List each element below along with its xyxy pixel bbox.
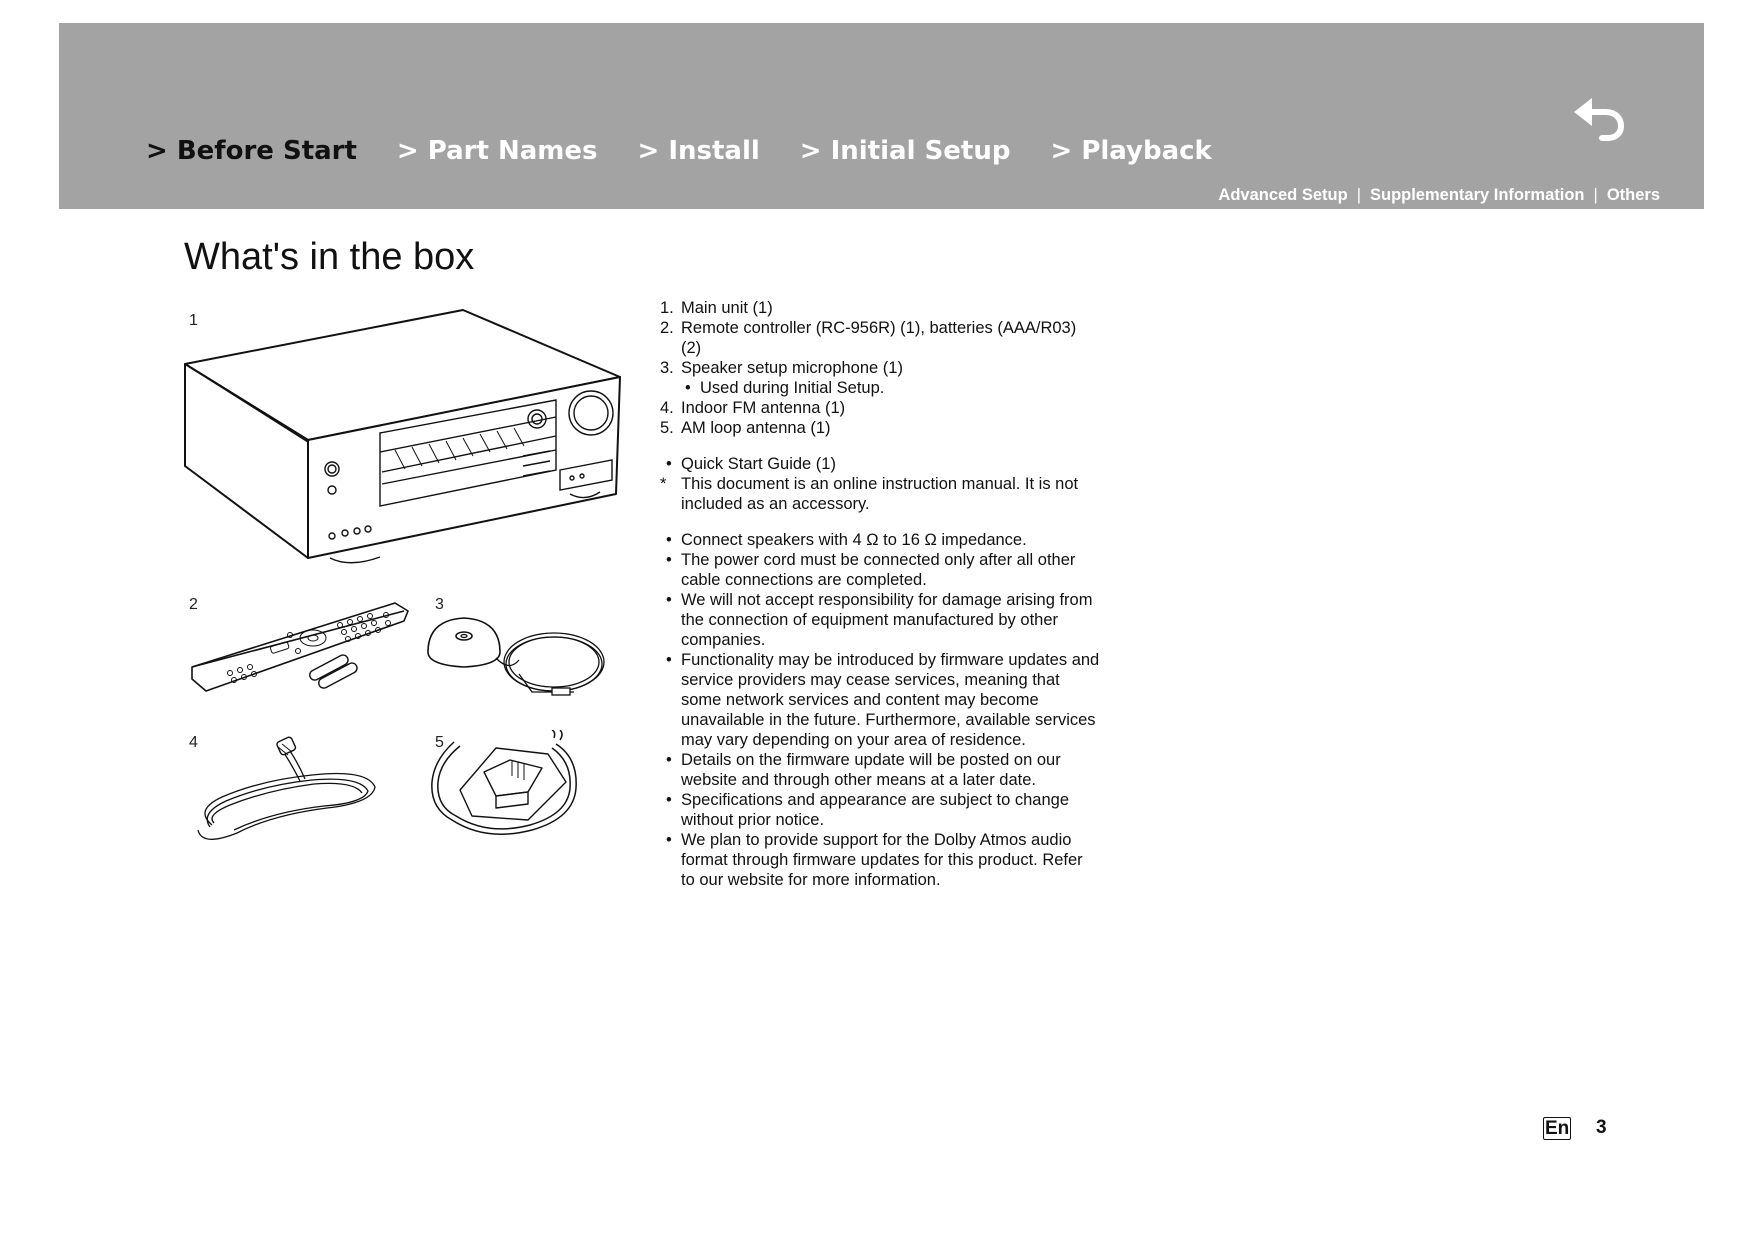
list-item: 2. Remote controller (RC-956R) (1), batteries (AAA/R03) (2) <box>660 319 1077 357</box>
tab-before-start[interactable]: > Before Start <box>146 136 357 166</box>
figure-label-3: 3 <box>435 596 444 613</box>
list-item: • Quick Start Guide (1) <box>666 455 836 473</box>
contents-list <box>660 298 1100 890</box>
tab-install[interactable]: > Install <box>637 136 760 166</box>
list-item: • The power cord must be connected only after all other cable connections are completed. <box>666 551 1076 589</box>
tab-initial-setup[interactable]: > Initial Setup <box>799 136 1011 166</box>
figure-label-4: 4 <box>189 734 198 751</box>
separator: | <box>1356 186 1361 204</box>
link-others[interactable]: Others <box>1606 186 1660 204</box>
general-notes <box>660 530 1100 890</box>
list-item: 1. Main unit (1) <box>660 299 773 317</box>
list-item: * This document is an online instruction manual. It is not included as an accessory. <box>660 475 1079 513</box>
list-item: • Details on the firmware update will be posted on our website and through other means at a later date. <box>666 751 1061 789</box>
main-nav <box>146 136 1212 166</box>
link-advanced-setup[interactable]: Advanced Setup <box>1218 186 1348 204</box>
list-item: • Functionality may be introduced by firmware updates and service providers may cease services, meaning that some network services and content may become unavailable in the future. Furthermore, available services may vary depending on your area of residence. <box>666 651 1100 749</box>
accessory-notes <box>660 454 1100 514</box>
microphone-illustration <box>424 610 609 705</box>
tab-part-names[interactable]: > Part Names <box>396 136 598 166</box>
figure-label-2: 2 <box>189 596 198 613</box>
list-item: 4. Indoor FM antenna (1) <box>660 399 846 417</box>
list-item: • Used during Initial Setup. <box>685 379 885 397</box>
list-item: 3. Speaker setup microphone (1) <box>660 359 903 377</box>
list-item: • Specifications and appearance are subject to change without prior notice. <box>666 791 1070 829</box>
list-item: 5. AM loop antenna (1) <box>660 419 831 437</box>
page-title: What's in the box <box>184 236 475 278</box>
remote-controller-illustration <box>190 595 415 700</box>
numbered-items <box>660 298 1100 438</box>
list-item: • Connect speakers with 4 Ω to 16 Ω impedance. <box>666 531 1027 549</box>
am-loop-antenna-illustration <box>424 730 589 845</box>
separator: | <box>1593 186 1598 204</box>
list-item: • We will not accept responsibility for damage arising from the connection of equipment manufactured by other companies. <box>666 591 1093 649</box>
header-banner <box>59 23 1704 209</box>
return-arrow-icon[interactable] <box>1572 96 1624 142</box>
sub-nav <box>1218 186 1660 205</box>
main-unit-illustration <box>180 300 630 570</box>
page-number: 3 <box>1596 1117 1607 1138</box>
language-badge: En <box>1545 1118 1570 1139</box>
list-item: • We plan to provide support for the Dolby Atmos audio format through firmware updates for this product. Refer to our website for more information. <box>666 831 1083 889</box>
tab-playback[interactable]: > Playback <box>1050 136 1212 166</box>
link-supplementary-information[interactable]: Supplementary Information <box>1369 186 1585 204</box>
figure-label-1: 1 <box>189 312 198 329</box>
fm-antenna-illustration <box>192 735 382 845</box>
figure-label-5: 5 <box>435 734 444 751</box>
